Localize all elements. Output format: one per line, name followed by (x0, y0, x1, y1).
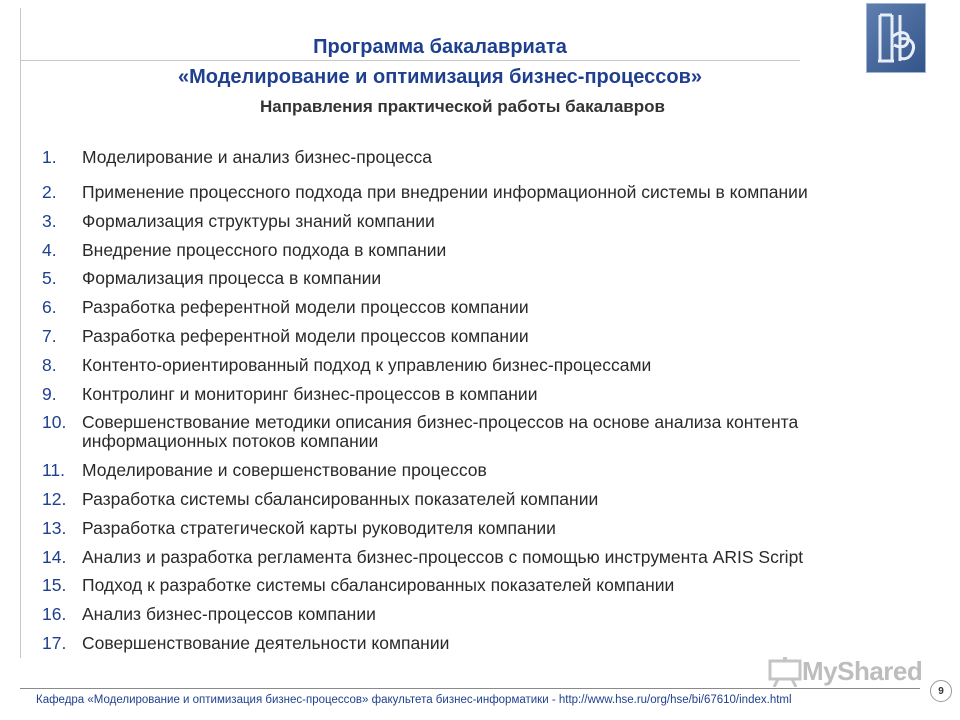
item-number: 4. (42, 239, 57, 260)
item-text: Разработка системы сбалансированных показателей компании (82, 488, 599, 509)
list-item (42, 634, 922, 653)
item-number: 2. (42, 182, 57, 202)
item-text: Формализация процесса в компании (82, 268, 382, 289)
item-number: 10. (42, 412, 67, 433)
item-text: Анализ и разработка регламента бизнес-процессов с помощью инструмента ARIS Script (82, 546, 804, 567)
list-item (42, 241, 922, 260)
list-item (42, 298, 922, 317)
item-number: 16. (42, 604, 67, 625)
list-item (42, 548, 922, 567)
frame-vertical-line (20, 8, 21, 658)
list-item (42, 183, 922, 202)
page-title-line1: Программа бакалавриата (313, 36, 567, 58)
item-text: Подход к разработке системы сбалансированных показателей компании (82, 575, 675, 596)
page-subtitle: Направления практической работы бакалавров (260, 97, 665, 116)
item-number: 14. (42, 546, 67, 567)
presentation-board-icon (768, 657, 802, 687)
item-number: 9. (42, 383, 57, 404)
item-text: Внедрение процессного подхода в компании (82, 239, 447, 260)
item-text: Разработка референтной модели процессов компании (82, 297, 529, 318)
item-number: 17. (42, 632, 67, 653)
frame-horizontal-line (20, 60, 800, 61)
item-number: 7. (42, 325, 57, 346)
list-item (42, 519, 922, 538)
watermark (768, 656, 922, 687)
list-item (42, 327, 922, 346)
item-number: 12. (42, 488, 67, 509)
list-item (42, 148, 922, 167)
list-item (42, 212, 922, 231)
item-text: Совершенствование деятельности компании (82, 632, 450, 653)
list-item (42, 269, 922, 288)
list-item (42, 461, 922, 480)
item-text: Разработка стратегической карты руководителя компании (82, 517, 556, 538)
hse-emblem-icon (874, 9, 918, 67)
item-number: 13. (42, 517, 67, 538)
list-item (42, 490, 922, 509)
list-item (42, 605, 922, 624)
item-text: Моделирование и совершенствование процессов (82, 460, 487, 481)
item-text: Контенто-ориентированный подход к управлению бизнес-процессами (82, 354, 652, 375)
item-number: 11. (42, 460, 66, 481)
item-text: Анализ бизнес-процессов компании (82, 604, 376, 625)
item-number: 1. (42, 147, 57, 167)
item-text: Контролинг и мониторинг бизнес-процессов в компании (82, 383, 538, 404)
watermark-text: MyShared (802, 656, 923, 686)
item-text: Моделирование и анализ бизнес-процесса (82, 147, 432, 167)
list-item (42, 385, 922, 404)
item-text: Применение процессного подхода при внедрении информационной системы в компании (82, 182, 808, 202)
list-item (42, 576, 922, 595)
list-item (42, 356, 922, 375)
list-item (42, 413, 922, 451)
topics-list (42, 148, 922, 663)
page-title-line2: «Моделирование и оптимизация бизнес-процессов» (177, 66, 702, 88)
footer-text: Кафедра «Моделирование и оптимизация бизнес-процессов» факультета бизнес-информатики - http://www.hse.ru/org/hse/bi/67610/index.html (36, 694, 792, 706)
item-number: 6. (42, 297, 57, 318)
item-number: 3. (42, 210, 57, 231)
item-text: Совершенствование методики описания бизнес-процессов на основе анализа контента информационных потоков компании (82, 412, 799, 452)
page-number: 9 (930, 680, 952, 702)
item-text: Разработка референтной модели процессов компании (82, 325, 529, 346)
item-number: 8. (42, 354, 57, 375)
footer-divider (20, 688, 920, 689)
item-text: Формализация структуры знаний компании (82, 210, 435, 231)
item-number: 15. (42, 575, 67, 596)
item-number: 5. (42, 268, 57, 289)
